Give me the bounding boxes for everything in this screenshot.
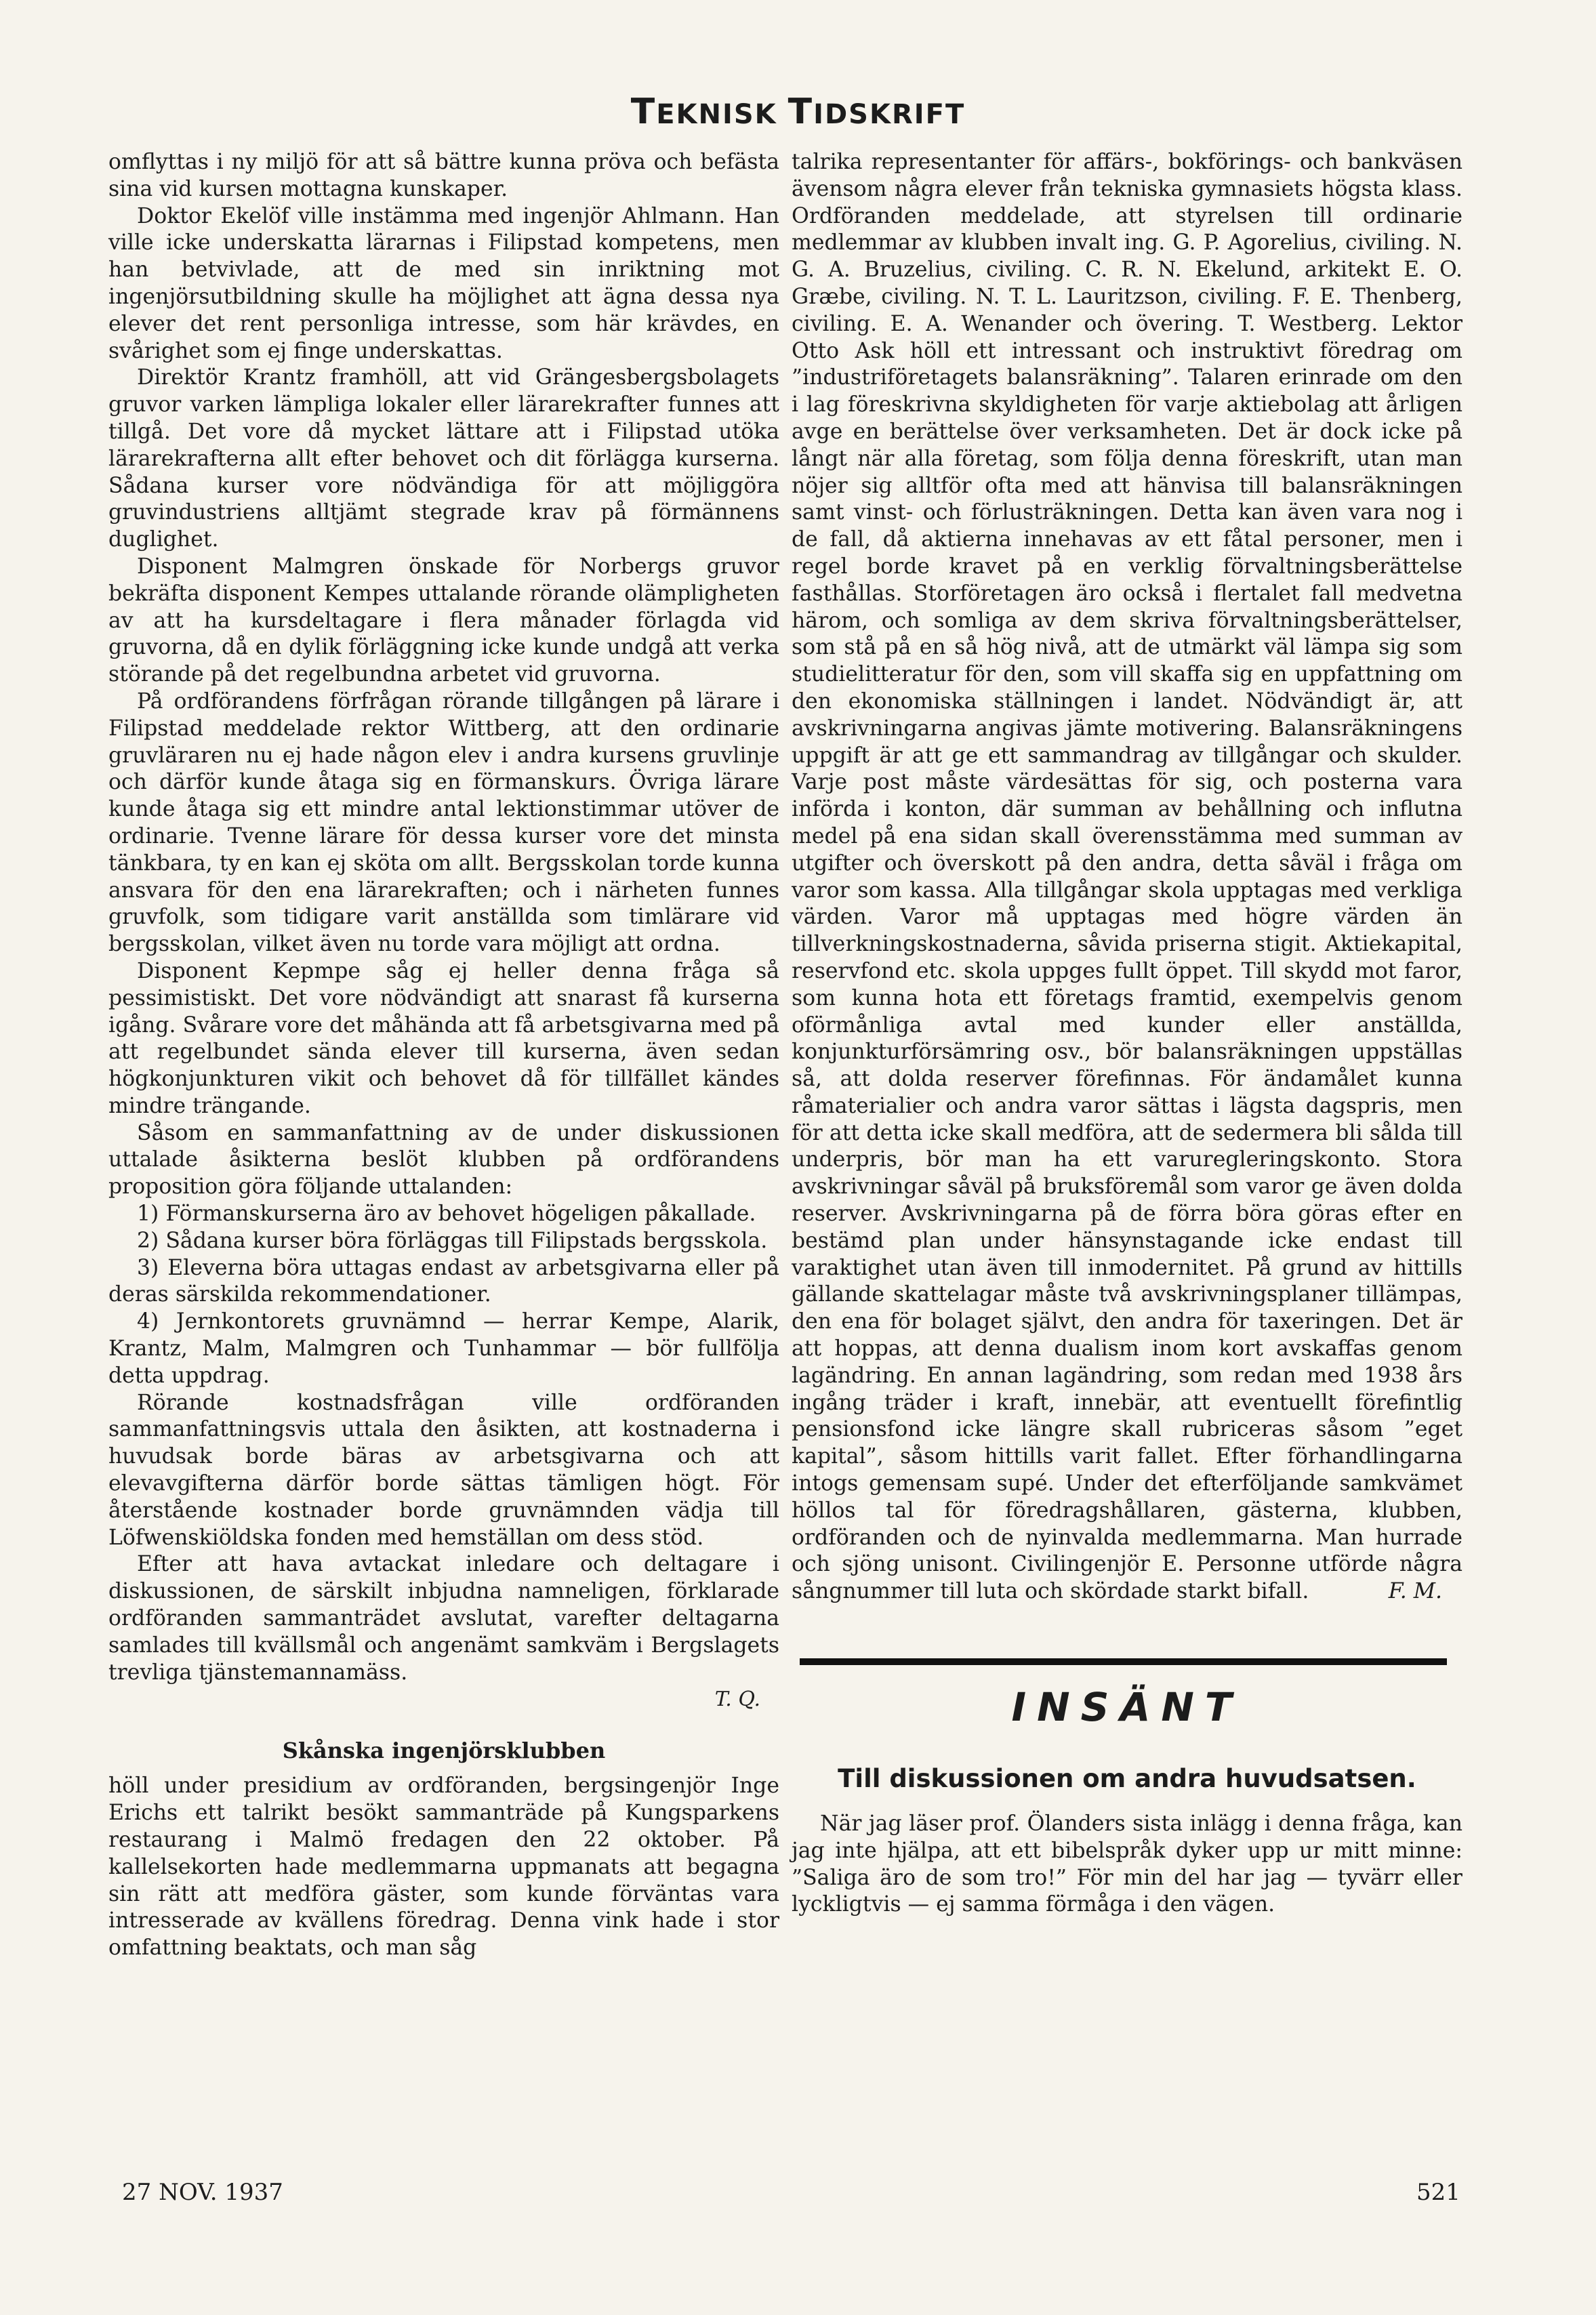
paragraph: Såsom en sammanfattning av de under diskussionen uttalade åsikterna beslöt klubben på ordförandens proposition göra följande uttalanden:: [108, 1120, 779, 1200]
author-signature: F. M.: [1388, 1579, 1442, 1604]
left-column: [108, 149, 779, 1962]
page-number: 521: [1416, 2179, 1460, 2206]
section-title: INSÄNT: [1011, 1684, 1243, 1731]
paragraph: På ordförandens förfrågan rörande tillgången på lärare i Filipstad meddelade rektor Wittberg, att den ordinarie gruvläraren nu ej hade någon elev i andra kursens gruvlinje och därför kunde åtaga sig en förmanskurs. Övriga lärare kunde åtaga sig ett mindre antal lektionstimmar utöver de ordinarie. Tvenne lärare för dessa kurser vore det minsta tänkbara, ty en kan ej sköta om allt. Bergsskolan torde kunna ansvara för den ena lärarekraften; och i närheten funnes gruvfolk, som tidigare varit anställda som timlärare vid bergsskolan, vilket även nu torde vara möjligt att ordna.: [108, 689, 779, 957]
paragraph: När jag läser prof. Ölanders sista inlägg i denna fråga, kan jag inte hjälpa, att ett bibelspråk dyker upp ur mitt minne: ”Saliga äro de som tro!” För min del har jag — tyvärr eller lyckligtvis — ej samma förmåga i den vägen.: [792, 1811, 1462, 1917]
paragraph: Disponent Kepmpe såg ej heller denna fråga så pessimistiskt. Det vore nödvändigt att snarast få kurserna igång. Svårare vore det måhända att få arbetsgivarna med på att regelbundet sända elever till kurserna, även sedan högkonjunkturen vikit och behovet då för tillfället kändes mindre trängande.: [108, 958, 779, 1118]
section-divider: [800, 1658, 1447, 1665]
paragraph: höll under presidium av ordföranden, bergsingenjör Inge Erichs ett talrikt besökt sammanträde på Kungsparkens restaurang i Malmö fredagen den 22 oktober. På kallelsekorten hade medlemmarna uppmanats att begagna sin rätt att medföra gäster, som kunde förväntas vara intresserade av kvällens föredrag. Denna vink hade i stor omfattning beaktats, och man såg: [108, 1774, 779, 1961]
list-item: 2) Sådana kurser böra förläggas till Filipstads bergsskola.: [137, 1228, 768, 1253]
paragraph: Efter att hava avtackat inledare och deltagare i diskussionen, de särskilt inbjudna namneligen, förklarade ordföranden sammanträdet avslutat, varefter deltagarna samlades till kvällsmål och angenämt samkväm i Bergslagets trevliga tjänstemannamäss.: [108, 1552, 779, 1685]
section-heading: Skånska ingenjörsklubben: [282, 1738, 606, 1764]
issue-date: 27 NOV. 1937: [122, 2179, 283, 2206]
paragraph: Rörande kostnadsfrågan ville ordföranden sammanfattningsvis uttala den åsikten, att kostnaderna i huvudsak borde bäras av arbetsgivarna och att elevavgifterna därför borde sättas tämligen högt. För återstående kostnader borde gruvnämnden vädja till Löfwenskiöldska fonden med hemställan om dess stöd.: [108, 1390, 779, 1550]
right-column: [792, 149, 1462, 1919]
paragraph: omflyttas i ny miljö för att så bättre kunna pröva och befästa sina vid kursen mottagna kunskaper.: [108, 150, 779, 201]
paragraph: Direktör Krantz framhöll, att vid Grängesbergsbolagets gruvor varken lämpliga lokaler eller lärarekrafter funnes att tillgå. Det vore då mycket lättare att i Filipstad utöka lärarekrafterna allt efter behovet och dit förlägga kurserna. Sådana kurser vore nödvändiga för att möjliggöra gruvindustriens alltjämt stegrade krav på förmännens duglighet.: [108, 365, 779, 552]
paragraph: Disponent Malmgren önskade för Norbergs gruvor bekräfta disponent Kempes uttalande rörande olämpligheten av att ha kursdeltagare i flera månader förlagda vid gruvorna, då en dylik förläggning icke kunde undgå att verka störande på det regelbundna arbetet vid gruvorna.: [108, 554, 779, 687]
paragraph: Doktor Ekelöf ville instämma med ingenjör Ahlmann. Han ville icke underskatta lärarnas i Filipstad kompetens, men han betvivlade, att de med sin inriktning mot ingenjörsutbildning skulle ha möjlighet att ägna dessa nya elever det rent personliga intresse, som här krävdes, en svårighet som ej finge underskattas.: [108, 203, 779, 363]
journal-header: TEKNISK TIDSKRIFT: [630, 91, 966, 132]
article-heading: Till diskussionen om andra huvudsatsen.: [838, 1764, 1416, 1794]
list-item: 3) Eleverna böra uttagas endast av arbetsgivarna eller på deras särskilda rekommendationer.: [108, 1255, 779, 1307]
list-item: 4) Jernkontorets gruvnämnd — herrar Kempe, Alarik, Krantz, Malm, Malmgren och Tunhammar — bör fullfölja detta uppdrag.: [108, 1309, 779, 1388]
list-item: 1) Förmanskurserna äro av behovet högeligen påkallade.: [137, 1202, 756, 1227]
paragraph: talrika representanter för affärs-, bokförings- och bankväsen ävensom några elever från tekniska gymnasiets högsta klass. Ordföranden meddelade, att styrelsen till ordinarie medlemmar av klubben invalt ing. G. P. Agorelius, civiling. N. G. A. Bruzelius, civiling. C. R. N. Ekelund, arkitekt E. O. Græbe, civiling. N. T. L. Lauritzson, civiling. F. E. Thenberg, civiling. E. A. Wenander och övering. T. Westberg. Lektor Otto Ask höll ett intressant och instruktivt föredrag om ”industriföretagets balansräkning”. Talaren erinrade om den i lag föreskrivna skyldigheten för varje aktiebolag att årligen avge en berättelse över verksamheten. Det är dock icke på långt när alla företag, som följa denna föreskrift, utan man nöjer sig alltför ofta med att hänvisa till balansräkningen samt vinst- och förlusträkningen. Detta kan även vara nog i de fall, då aktierna innehavas av ett fåtal personer, men i regel borde kravet på en verklig förvaltningsberättelse fasthållas. Storföretagen äro också i flertalet fall medvetna härom, och somliga av dem skriva förvaltningsberättelser, som stå på en så hög nivå, att de utmärkt väl lämpa sig som studielitteratur för den, som vill skaffa sig en uppfattning om den ekonomiska ställningen i landet. Nödvändigt är, att avskrivningarna angivas jämte motivering. Balansräkningens uppgift är att ge ett sammandrag av tillgångar och skulder. Varje post måste värdesättas för sig, och posterna vara införda i konton, där summan av behållning och influtna medel på ena sidan skall överensstämma med summan av utgifter och överskott på den andra, detta såväl i fråga om varor som kassa. Alla tillgångar skola upptagas med verkliga värden. Varor må upptagas med högre värden än tillverkningskostnaderna, såvida priserna stigit. Aktiekapital, reservfond etc. skola uppges fullt öppet. Till skydd mot faror, som kunna hota ett företags framtid, exempelvis genom oförmånliga avtal med kunder eller anställda, konjunkturförsämring osv., bör balansräkningen uppställas så, att dolda reserver förefinnas. För ändamålet kunna råmaterialier och andra varor sättas i lägsta dagspris, men för att detta icke skall medföra, att de sedermera bli sålda till underpris, bör man ha ett varuregleringskonto. Stora avskrivningar såväl på bruksföremål som varor ge även dolda reserver. Avskrivningarna på de förra böra göras efter en bestämd plan under hänsynstagande icke endast till varaktighet utan även till inmodernitet. På grund av hittills gällande skattelagar måste två avskrivningsplaner tillämpas, den ena för bolaget självt, den andra för taxeringen. Det är att hoppas, att denna dualism inom kort avskaffas genom lagändring. En annan lagändring, som redan med 1938 års ingång träder i kraft, innebär, att eventuellt förefintlig pensionsfond icke längre skall rubriceras såsom ”eget kapital”, såsom hittills varit fallet. Efter förhandlingarna intogs gemensam supé. Under det efterföljande samkvämet höllos tal för föredragshållaren, gästerna, klubben, ordföranden och de nyinvalda medlemmarna. Man hurrade och sjöng unisont. Civilingenjör E. Personne utförde några sångnummer till luta och skördade starkt bifall. F. M.: [792, 149, 1462, 1605]
author-signature: T. Q.: [714, 1687, 760, 1712]
